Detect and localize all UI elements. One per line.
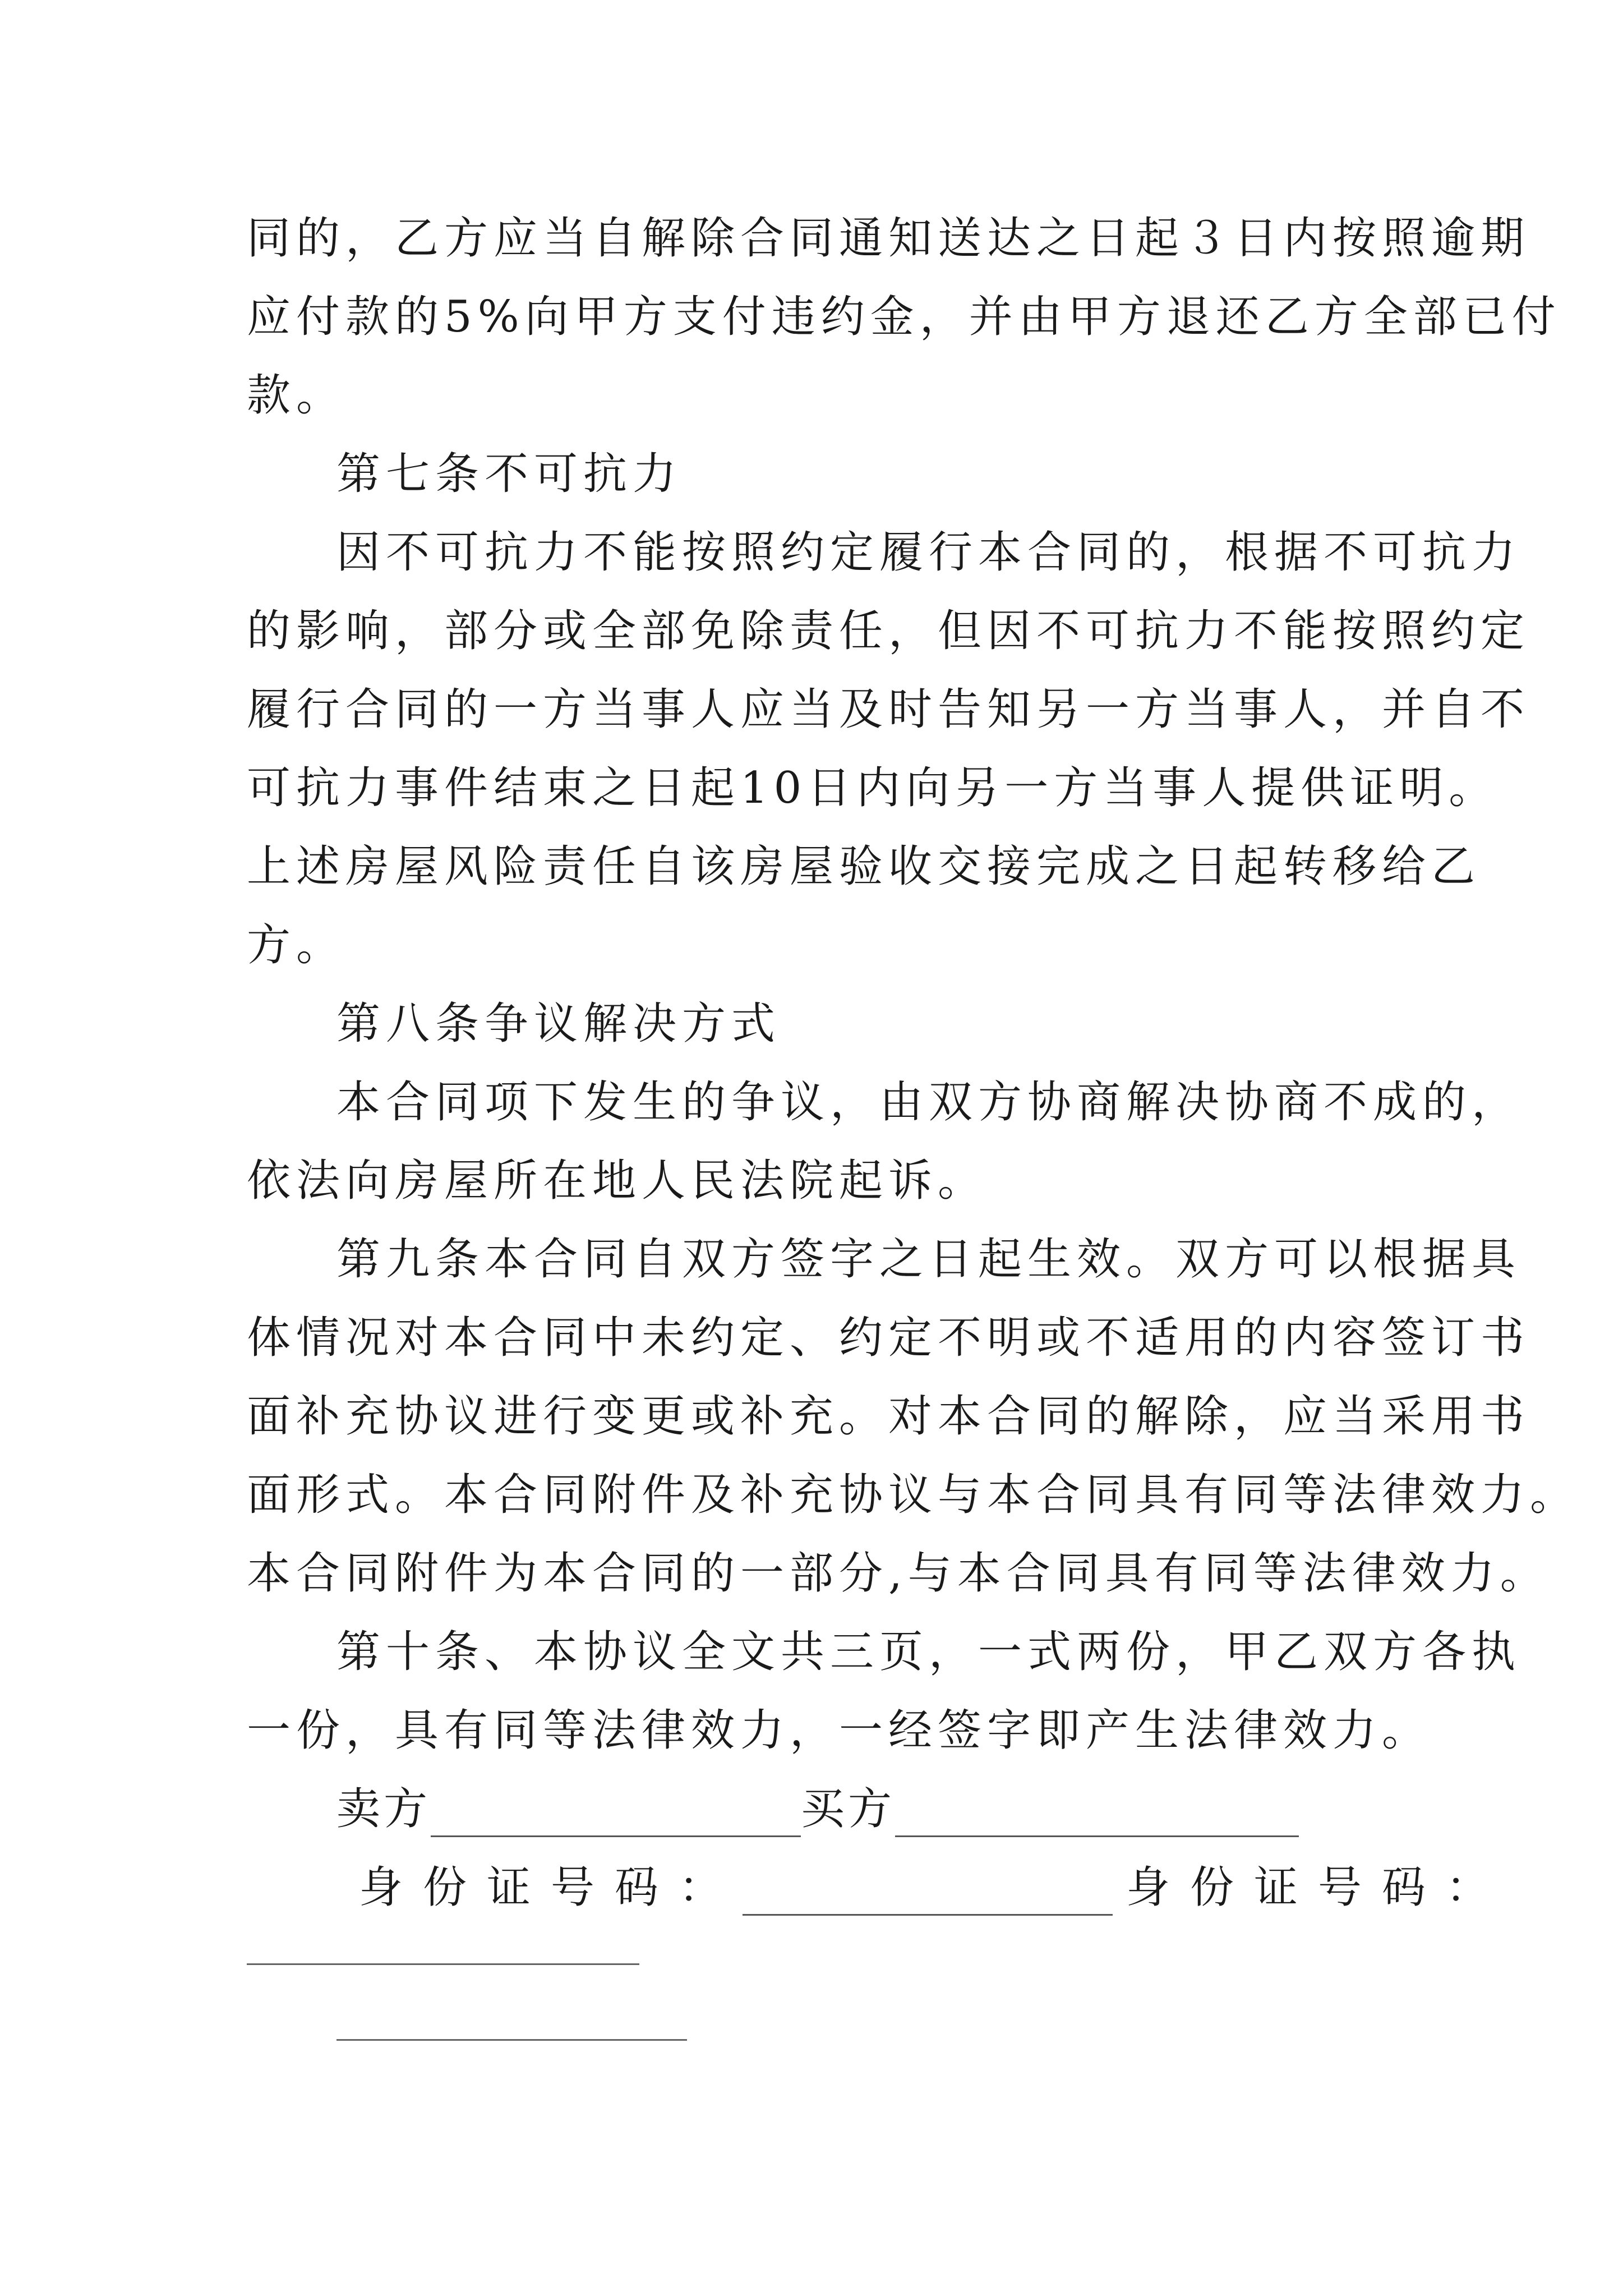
buyer-id-blank <box>247 1963 639 1965</box>
paragraph-line: 第十条、本协议全文共三页，一式两份，甲乙双方各执 <box>336 1627 1521 1677</box>
seller-id-blank <box>743 1869 1113 1916</box>
paragraph-line: 同的，乙方应当自解除合同通知送达之日起３日内按照逾期 <box>247 213 1530 264</box>
seller-signature-blank <box>431 1791 801 1837</box>
paragraph-line: 上述房屋风险责任自该房屋验收交接完成之日起转移给乙 <box>247 841 1481 892</box>
paragraph-line: 应付款的5%向甲方支付违约金，并由甲方退还乙方全部已付 <box>247 292 1561 342</box>
paragraph-line: 本合同附件为本合同的一部分,与本合同具有同等法律效力。 <box>247 1548 1550 1599</box>
article-heading: 第七条不可抗力 <box>336 449 683 499</box>
paragraph-line: 可抗力事件结束之日起10日内向另一方当事人提供证明。 <box>247 763 1498 813</box>
paragraph-line: 履行合同的一方当事人应当及时告知另一方当事人，并自不 <box>247 684 1530 735</box>
signature-row-parties <box>336 1781 1299 1837</box>
paragraph-line: 款。 <box>247 370 346 421</box>
extra-blank-line <box>336 2039 687 2041</box>
paragraph-line: 面补充协议进行变更或补充。对本合同的解除，应当采用书 <box>247 1391 1530 1442</box>
paragraph-line: 本合同项下发生的争议，由双方协商解决协商不成的， <box>336 1077 1521 1128</box>
buyer-id-label: 身份证号码： <box>1126 1862 1510 1913</box>
paragraph-line: 第九条本合同自双方签字之日起生效。双方可以根据具 <box>336 1234 1521 1285</box>
seller-id-label: 身份证号码： <box>359 1862 743 1913</box>
paragraph-line: 的影响，部分或全部免除责任，但因不可抗力不能按照约定 <box>247 606 1530 656</box>
article-heading: 第八条争议解决方式 <box>336 999 781 1049</box>
paragraph-line: 因不可抗力不能按照约定履行本合同的，根据不可抗力 <box>336 527 1521 578</box>
paragraph-line: 一份，具有同等法律效力，一经签字即产生法律效力。 <box>247 1705 1432 1756</box>
buyer-signature-blank <box>895 1791 1299 1837</box>
signature-row-id <box>359 1860 1510 1916</box>
seller-label: 卖方 <box>336 1784 431 1834</box>
buyer-label: 买方 <box>801 1784 896 1834</box>
paragraph-line: 面形式。本合同附件及补充协议与本合同具有同等法律效力。 <box>247 1470 1580 1520</box>
paragraph-line: 体情况对本合同中未约定、约定不明或不适用的内容签订书 <box>247 1313 1530 1363</box>
paragraph-line: 方。 <box>247 920 346 970</box>
paragraph-line: 依法向房屋所在地人民法院起诉。 <box>247 1156 988 1206</box>
